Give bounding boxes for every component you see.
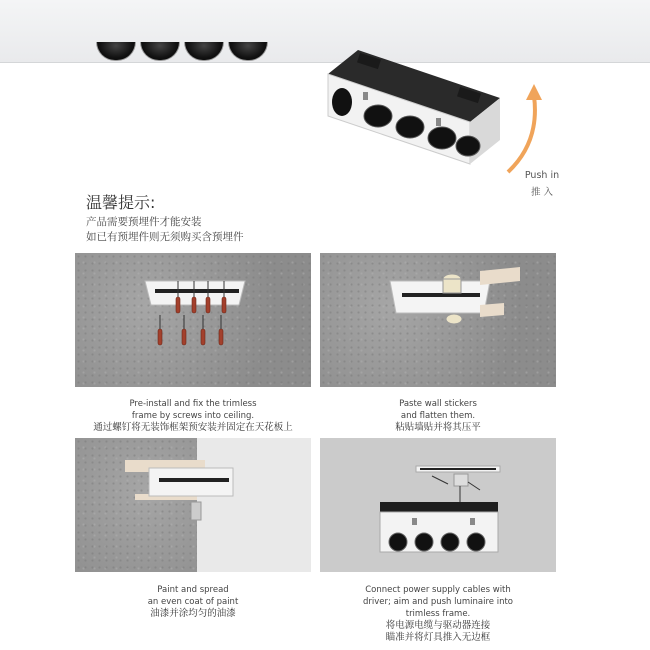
- step-4-image: [320, 438, 556, 572]
- step-4-caption: [320, 584, 556, 644]
- step-3-cn: 油漆并涂均匀的油漆: [150, 608, 236, 619]
- step-1-en-2: frame by screws into ceiling.: [131, 411, 255, 421]
- step-4-cn-1: 将电源电缆与驱动器连接: [385, 620, 491, 631]
- step-4-cn-2: 瞄准并将灯具推入无边框: [385, 632, 491, 643]
- step-2-cn: 粘贴墙贴并将其压平: [395, 422, 481, 433]
- recessed-light: [140, 42, 180, 61]
- recessed-light: [228, 42, 268, 61]
- step-4-en-2: driver; aim and push luminaire into: [363, 597, 513, 607]
- step-2-en-1: Paste wall stickers: [399, 399, 477, 409]
- tips-line-1: 产品需要预埋件才能安装: [86, 216, 202, 228]
- step-1-cn: 通过螺钉将无装饰框架预安装并固定在天花板上: [93, 422, 293, 433]
- recessed-light: [96, 42, 136, 61]
- step-1-image: [75, 253, 311, 387]
- step-2-caption: [320, 398, 556, 434]
- push-in-label-cn: 推 入: [530, 187, 554, 198]
- step-3-en-2: an even coat of paint: [147, 597, 239, 607]
- step-3-en-1: Paint and spread: [157, 585, 229, 595]
- step-2-image: [320, 253, 556, 387]
- step-4-en-1: Connect power supply cables with: [365, 585, 511, 595]
- step-2-en-2: and flatten them.: [400, 411, 476, 421]
- push-arrow-icon: [500, 82, 550, 177]
- luminaire-illustration: [318, 44, 518, 174]
- step-3-image: [75, 438, 311, 572]
- recessed-light: [184, 42, 224, 61]
- push-in-label: Push in: [524, 170, 560, 181]
- step-3-caption: [75, 584, 311, 620]
- tips-title: 温馨提示:: [86, 193, 156, 212]
- tips-line-2: 如已有预埋件则无须购买含预埋件: [86, 231, 244, 243]
- step-1-caption: [75, 398, 311, 434]
- step-1-en-1: Pre-install and fix the trimless: [129, 399, 257, 409]
- step-4-en-3: trimless frame.: [405, 609, 471, 619]
